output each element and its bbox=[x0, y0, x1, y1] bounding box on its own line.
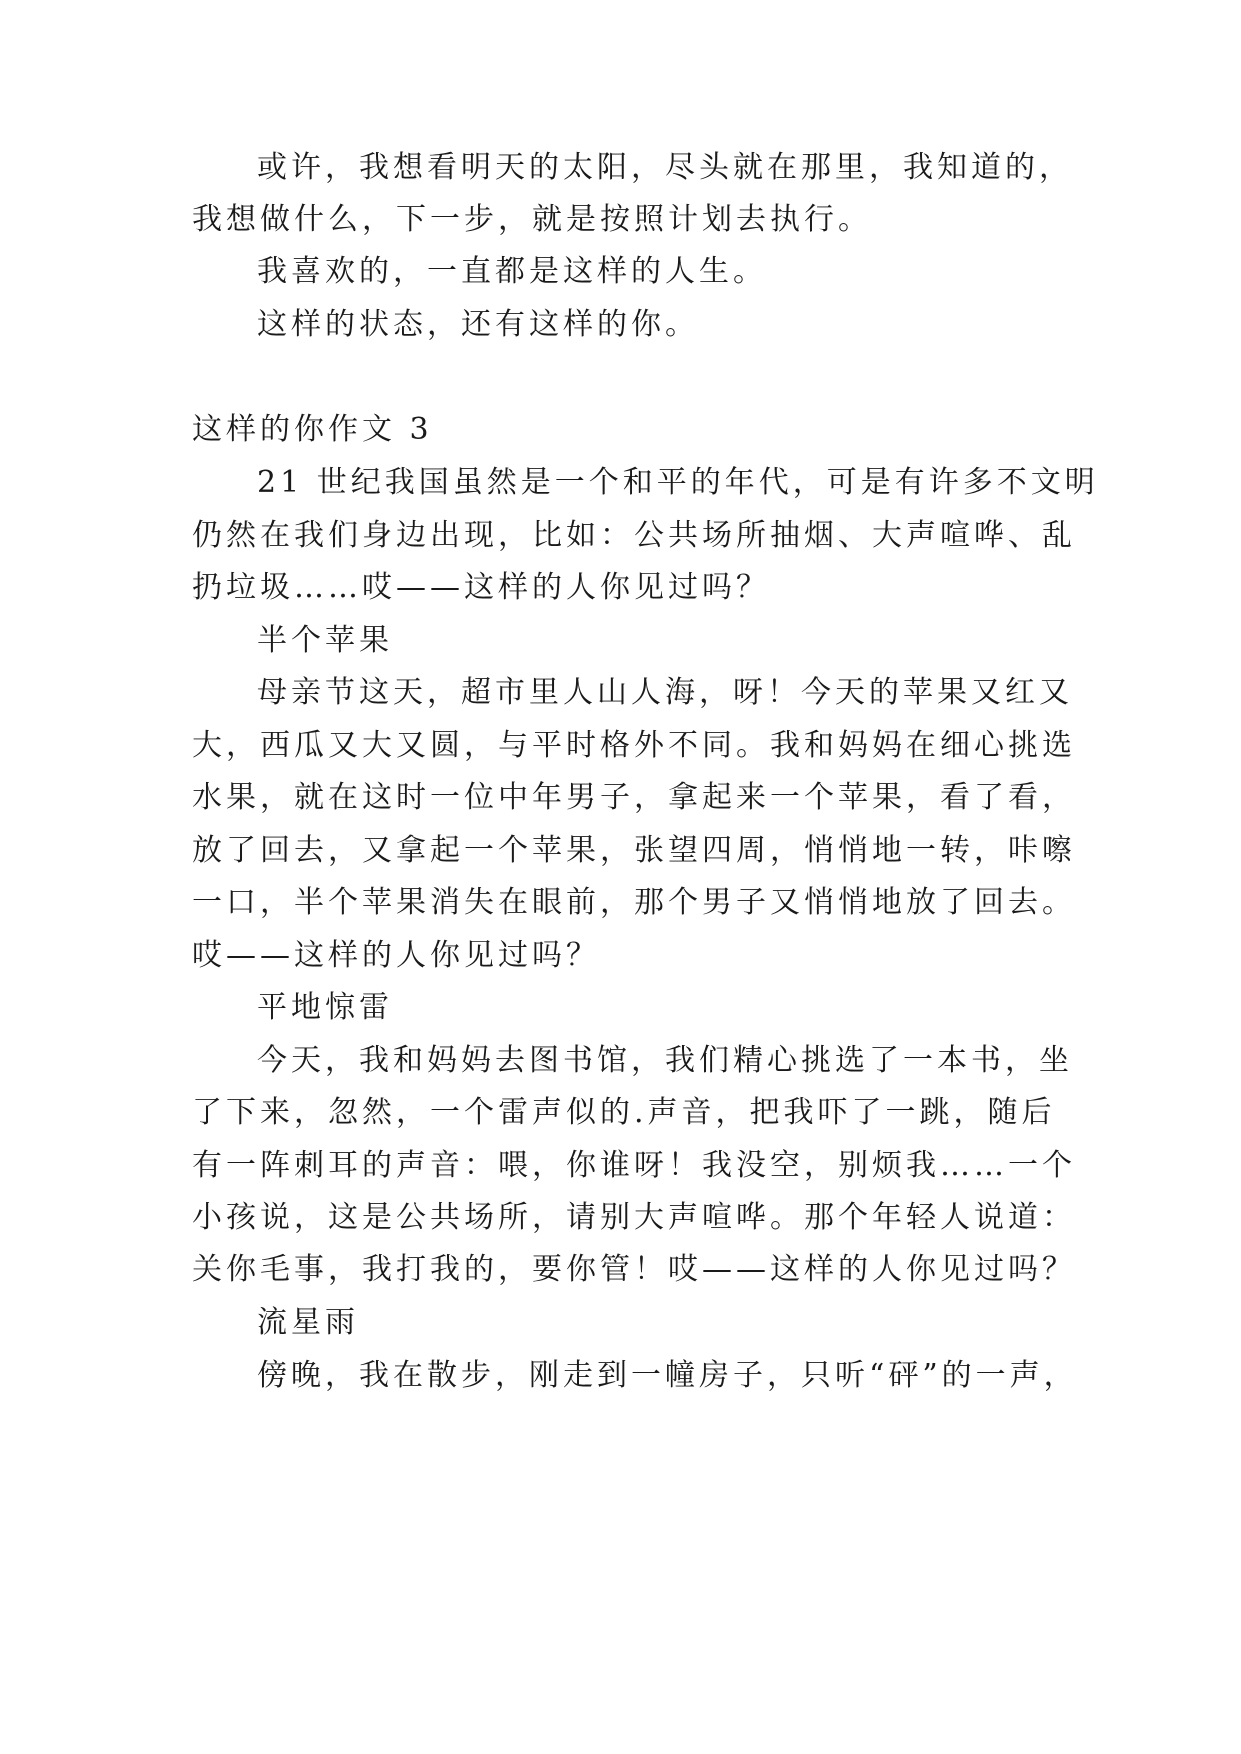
paragraph-line: 了下来，忽然，一个雷声似的.声音，把我吓了一跳，随后 bbox=[192, 1095, 1056, 1130]
paragraph-line: 一口，半个苹果消失在眼前，那个男子又悄悄地放了回去。 bbox=[192, 885, 1076, 920]
section-title: 这样的你作文 3 bbox=[192, 412, 433, 447]
paragraph-line: 这样的状态，还有这样的你。 bbox=[257, 307, 699, 342]
subheading: 半个苹果 bbox=[257, 623, 393, 658]
subheading: 平地惊雷 bbox=[257, 990, 393, 1025]
paragraph-line: 今天，我和妈妈去图书馆，我们精心挑选了一本书，坐 bbox=[257, 1043, 1073, 1078]
paragraph-line: 或许，我想看明天的太阳，尽头就在那里，我知道的， bbox=[257, 150, 1073, 185]
paragraph-line: 21 世纪我国虽然是一个和平的年代，可是有许多不文明 bbox=[257, 465, 1099, 500]
paragraph-line: 母亲节这天，超市里人山人海，呀！今天的苹果又红又 bbox=[257, 675, 1073, 710]
paragraph-line: 傍晚，我在散步，刚走到一幢房子，只听“砰”的一声， bbox=[257, 1358, 1078, 1393]
paragraph-line: 关你毛事，我打我的，要你管！哎——这样的人你见过吗？ bbox=[192, 1252, 1076, 1287]
paragraph-line: 哎——这样的人你见过吗？ bbox=[192, 938, 600, 973]
paragraph-line: 放了回去，又拿起一个苹果，张望四周，悄悄地一转，咔嚓 bbox=[192, 833, 1076, 868]
paragraph-line: 我喜欢的，一直都是这样的人生。 bbox=[257, 254, 767, 289]
paragraph-line: 小孩说，这是公共场所，请别大声喧哗。那个年轻人说道： bbox=[192, 1200, 1076, 1235]
paragraph-line: 水果，就在这时一位中年男子，拿起来一个苹果，看了看， bbox=[192, 780, 1076, 815]
subheading: 流星雨 bbox=[257, 1305, 359, 1340]
paragraph-line: 扔垃圾……哎——这样的人你见过吗？ bbox=[192, 570, 770, 605]
paragraph-line: 我想做什么，下一步，就是按照计划去执行。 bbox=[192, 202, 872, 237]
paragraph-line: 仍然在我们身边出现，比如：公共场所抽烟、大声喧哗、乱 bbox=[192, 518, 1076, 553]
paragraph-line: 大，西瓜又大又圆，与平时格外不同。我和妈妈在细心挑选 bbox=[192, 728, 1076, 763]
paragraph-line: 有一阵刺耳的声音：喂，你谁呀！我没空，别烦我……一个 bbox=[192, 1148, 1076, 1183]
